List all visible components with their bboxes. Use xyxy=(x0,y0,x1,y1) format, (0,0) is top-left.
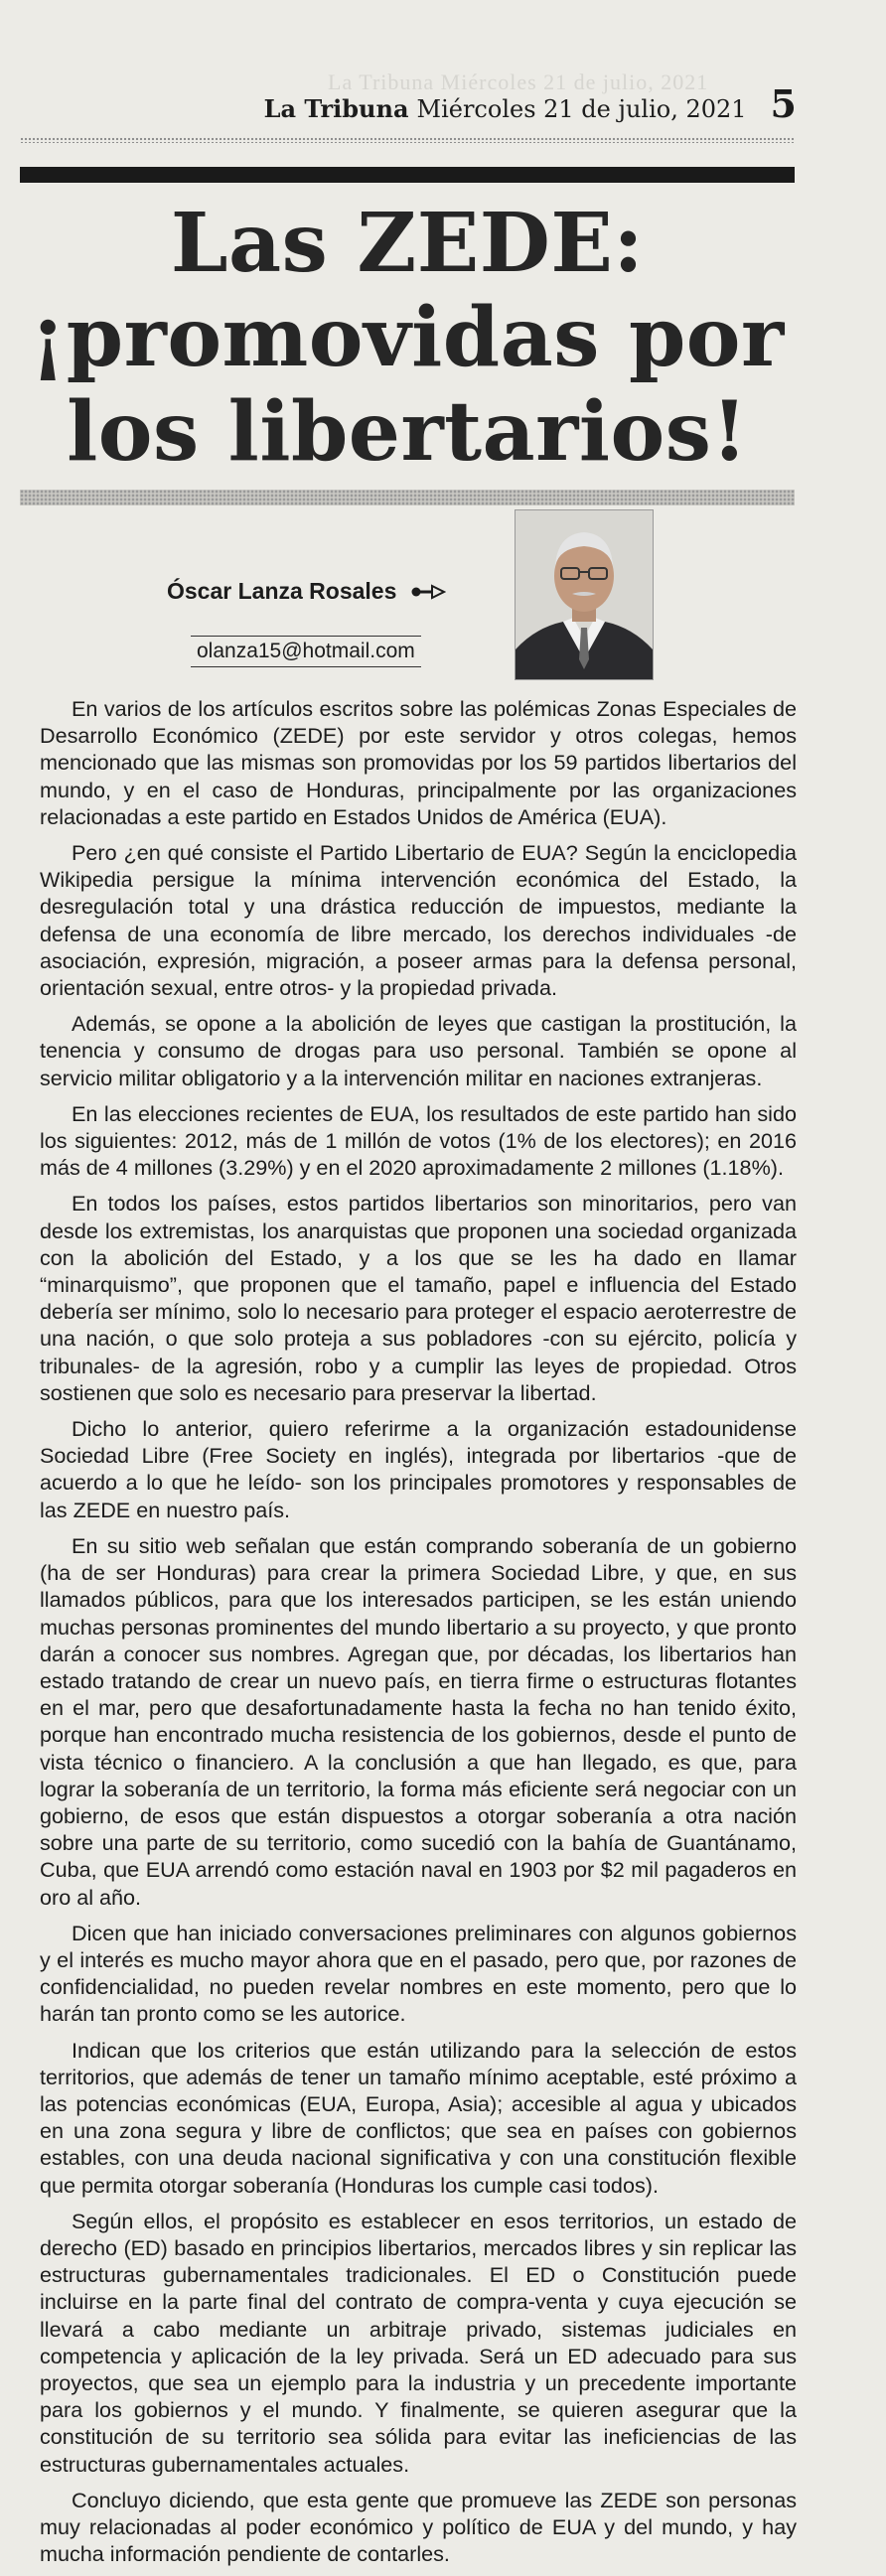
author-photo xyxy=(515,509,654,680)
paragraph: En las elecciones recientes de EUA, los resultados de este partido han sido los siguientes: 2012, más de 1 millón de votos (1% de los electores); en 2016 más de 4 millones (3.29%) y en el 2020 aproximadamente 2 millones (1.18%). xyxy=(40,1100,797,1181)
paragraph: En su sitio web señalan que están comprando soberanía de un gobierno (ha de ser Honduras) para crear la primera Sociedad Libre, y que, en sus llamados públicos, para que los interesados participen, se les están uniendo muchas personas prominentes del mundo libertario a su proyecto, y que pronto darán a conocer sus nombres. Agregan que, por décadas, los libertarios han estado tratando de crear un nuevo país, en tierra firme o estructuras flotantes en el mar, pero que desafortunadamente hasta la fecha no han tenido éxito, porque han encontrado mucha resistencia de los gobiernos, desde el punto de vista técnico o financiero. A la conclusión a que han llegado, es que, para lograr la soberanía de un territorio, la forma más eficiente será negociar con un gobierno, de esos que están dispuestos a otorgar soberanía a otra nación sobre una parte de su territorio, como sucedió con la bahía de Guantánamo, Cuba, que EUA arrendó como estación naval en 1903 por $2 mil pagaderos en oro al año. xyxy=(40,1532,797,1910)
author-email: olanza15@hotmail.com xyxy=(191,636,421,667)
headline-line-1: Las ZEDE: xyxy=(170,196,645,291)
paragraph: Dicen que han iniciado conversaciones preliminares con algunos gobiernos y el interés es mucho mayor ahora que en el pasado, pero que, por razones de confidencialidad, no pueden revelar nombres en este momento, pero que lo harán tan pronto como se les autorice. xyxy=(40,1920,797,2027)
headline-line-2: ¡promovidas por xyxy=(30,290,785,385)
article-body xyxy=(40,695,797,2576)
paragraph: Según ellos, el propósito es establecer en esos territorios, un estado de derecho (ED) basado en principios libertarios, mercados libres y sin replicar las estructuras gubernamentales tradicionales. El ED o Constitución puede incluirse en la parte final del contrato de compra-venta y cuya ejecución se llevará a cabo mediante un arbitraje privado, sistemas judiciales en competencia y aplicación de la ley privada. Será un ED adecuado para sus proyectos, que sea un ejemplo para la industria y un precedente importante para los gobiernos y el mundo. Y finalmente, se quieren asegurar que la constitución de su territorio sea sólida para evitar las ineficiencias de las estructuras gubernamentales actuales. xyxy=(40,2208,797,2477)
paragraph: Concluyo diciendo, que esta gente que promueve las ZEDE son personas muy relacionadas al poder económico y político de EUA y del mundo, y hay mucha información pendiente de contarles. xyxy=(40,2487,797,2567)
author-name: Óscar Lanza Rosales xyxy=(167,578,397,604)
paragraph: Indican que los criterios que están utilizando para la selección de estos territorios, que además de tener un tamaño mínimo aceptable, esté próximo a las potencias económicas (EUA, Europa, Asia); accesible al agua y ubicados en una zona segura y libre de conflictos; que sea en países con gobiernos estables, con una deuda nacional significativa y con una constitución flexible que permita otorgar soberanía (Honduras los cumple casi todos). xyxy=(40,2037,797,2198)
top-black-bar xyxy=(20,167,795,183)
pen-icon xyxy=(410,583,446,601)
paragraph: En varios de los artículos escritos sobre las polémicas Zonas Especiales de Desarrollo Económico (ZEDE) por este servidor y otros colegas, hemos mencionado que las mismas son promovidas por los 59 partidos libertarios del mundo, y en el caso de Honduras, principalmente por las organizaciones relacionadas a este partido en Estados Unidos de América (EUA). xyxy=(40,696,797,829)
headline xyxy=(20,197,795,480)
masthead xyxy=(264,81,797,126)
byline xyxy=(167,578,446,605)
publication-date: Miércoles 21 de julio, 2021 xyxy=(416,95,747,123)
paragraph: Dicho lo anterior, quiero referirme a la organización estadounidense Sociedad Libre (Free Society en inglés), integrada por libertarios -que de acuerdo a lo que he leído- son los principales promotores y responsables de las ZEDE en nuestro país. xyxy=(40,1416,797,1522)
newspaper-name: La Tribuna xyxy=(263,94,409,123)
headline-line-3: los libertarios! xyxy=(67,384,748,480)
paragraph: Pero ¿en qué consiste el Partido Libertario de EUA? Según la enciclopedia Wikipedia persigue la mínima intervención económica del Estado, la desregulación total y una drástica reducción de impuestos, mediante la defensa de una economía de libre mercado, los derechos individuales -de asociación, expresión, migración, a poseer armas para la defensa personal, orientación sexual, entre otros- y la propiedad privada. xyxy=(40,840,797,1001)
paragraph: En todos los países, estos partidos libertarios son minoritarios, pero van desde los extremistas, los anarquistas que proponen una sociedad organizada con la abolición del Estado, y a los que se les ha dado en llamar “minarquismo”, que proponen que el tamaño, papel e influencia del Estado debería ser mínimo, solo lo necesario para proteger el espacio aeroterrestre de una nación, o que solo proteja a sus pobladores -con su ejército, policía y tribunales- de la agresión, robo y a cumplir las leyes de propiedad. Otros sostienen que solo es necesario para preservar la libertad. xyxy=(40,1191,797,1405)
bleed-through-header: La Tribuna Miércoles 21 de julio, 2021 xyxy=(328,70,709,94)
masthead-rule xyxy=(20,137,795,143)
page-number: 5 xyxy=(770,81,797,126)
paragraph: Además, se opone a la abolición de leyes que castigan la prostitución, la tenencia y consumo de drogas para uso personal. También se opone al servicio militar obligatorio y a la intervención militar en naciones extranjeras. xyxy=(40,1011,797,1090)
headline-divider xyxy=(20,490,795,505)
